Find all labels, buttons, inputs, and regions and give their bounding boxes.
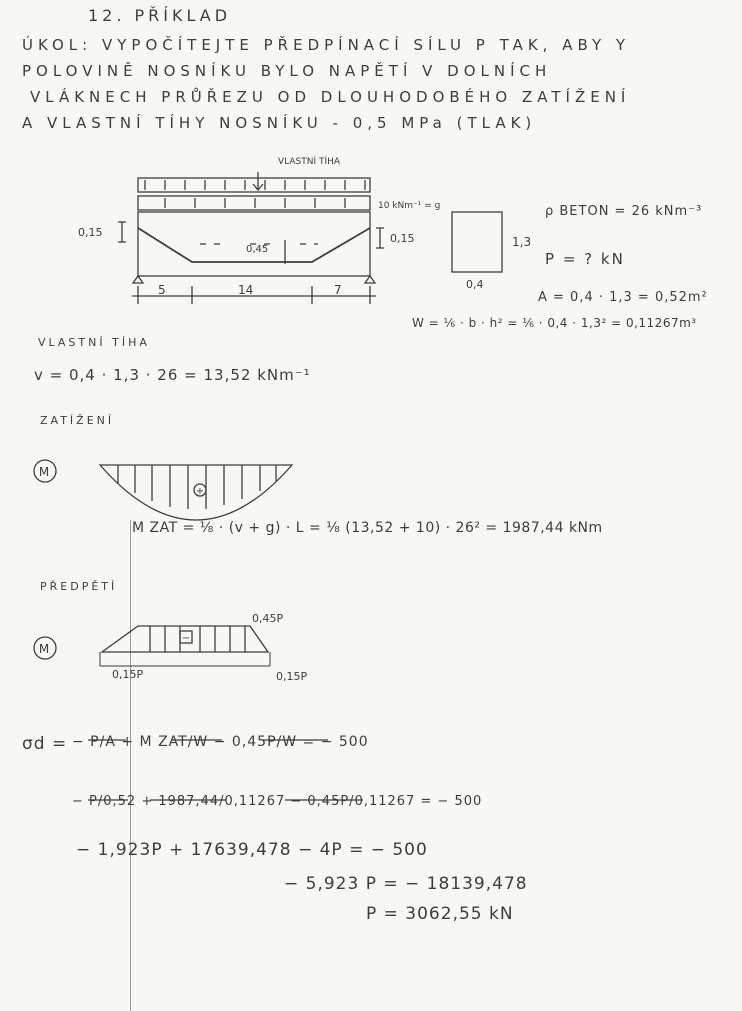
section-area: A = 0,4 · 1,3 = 0,52m² — [538, 290, 708, 305]
equation-line-3: − 1,923P + 17639,478 − 4P = − 500 — [76, 840, 428, 860]
beam-diagram — [34, 172, 502, 800]
equation-line-5: P = 3062,55 kN — [366, 904, 514, 924]
self-weight-label: VLASTNÍ TÍHA — [278, 157, 341, 167]
span-b-label: 14 — [238, 283, 254, 297]
ecc-left-marker — [118, 222, 126, 242]
dead-load-arrows — [165, 198, 345, 208]
equation-line-1: − P/A + M ZAT/W − 0,45P/W = − 500 — [72, 734, 369, 750]
loading-heading: ZATÍŽENÍ — [40, 414, 115, 427]
task-line-2: POLOVINĚ NOSNÍKU BYLO NAPĚTÍ V DOLNÍCH — [22, 62, 552, 80]
sigma-label: σd = — [22, 734, 68, 754]
support-right — [365, 276, 375, 283]
task-line-3: VLÁKNECH PRŮŘEZU OD DLOUHODOBÉHO ZATÍŽENÍ — [30, 88, 631, 106]
prestress-top-right: 0,45P — [252, 612, 284, 625]
ecc-left-label: 0,15 — [78, 226, 103, 239]
prestress-bottom-right: 0,15P — [276, 670, 308, 683]
m-symbol-loading-text: M — [38, 465, 50, 479]
ecc-right-label: 0,15 — [390, 232, 415, 245]
page-title: 12. PŘÍKLAD — [88, 6, 232, 25]
loading-moment-formula: M ZAT = ⅛ · (v + g) · L = ⅛ (13,52 + 10) · 26² = 1987,44 kNm — [132, 520, 603, 536]
span-c-label: 7 — [334, 283, 342, 297]
dead-load-band — [138, 196, 370, 210]
load-label: 10 kNm⁻¹ = g — [378, 201, 441, 211]
task-line-4: A VLASTNÍ TÍHY NOSNÍKU - 0,5 MPa (TLAK) — [22, 114, 537, 132]
equation-line-2: − P/0,52 + 1987,44/0,11267 − 0,45P/0,11267 = − 500 — [72, 794, 483, 809]
cross-section — [452, 212, 502, 272]
prestress-heading: PŘEDPĚTÍ — [40, 580, 118, 593]
ecc-right-marker — [376, 228, 384, 248]
self-weight-load-arrows — [145, 180, 365, 190]
span-a-label: 5 — [158, 283, 166, 297]
support-left — [133, 276, 143, 283]
equation-line-4: − 5,923 P = − 18139,478 — [284, 874, 528, 894]
prestress-hatching — [150, 626, 245, 652]
m-symbol-prestress-text: M — [38, 642, 50, 656]
section-modulus: W = ⅙ · b · h² = ⅙ · 0,4 · 1,3² = 0,11267m³ — [412, 316, 697, 330]
minus-sign: − — [181, 633, 191, 644]
section-height-label: 1,3 — [512, 235, 532, 249]
self-weight-formula: v = 0,4 · 1,3 · 26 = 13,52 kNm⁻¹ — [34, 366, 311, 384]
plus-sign: + — [195, 486, 205, 497]
ecc-mid-label: 0,45 — [246, 244, 269, 255]
concrete-density: ρ BETON = 26 kNm⁻³ — [545, 204, 703, 219]
unknown-force: P = ? kN — [545, 250, 625, 268]
prestress-bottom-left: 0,15P — [112, 668, 144, 681]
section-width-label: 0,4 — [466, 278, 484, 291]
self-weight-heading: VLASTNÍ TÍHA — [38, 336, 150, 349]
task-line-1: ÚKOL: VYPOČÍTEJTE PŘEDPÍNACÍ SÍLU P TAK, ABY Y — [22, 36, 631, 54]
